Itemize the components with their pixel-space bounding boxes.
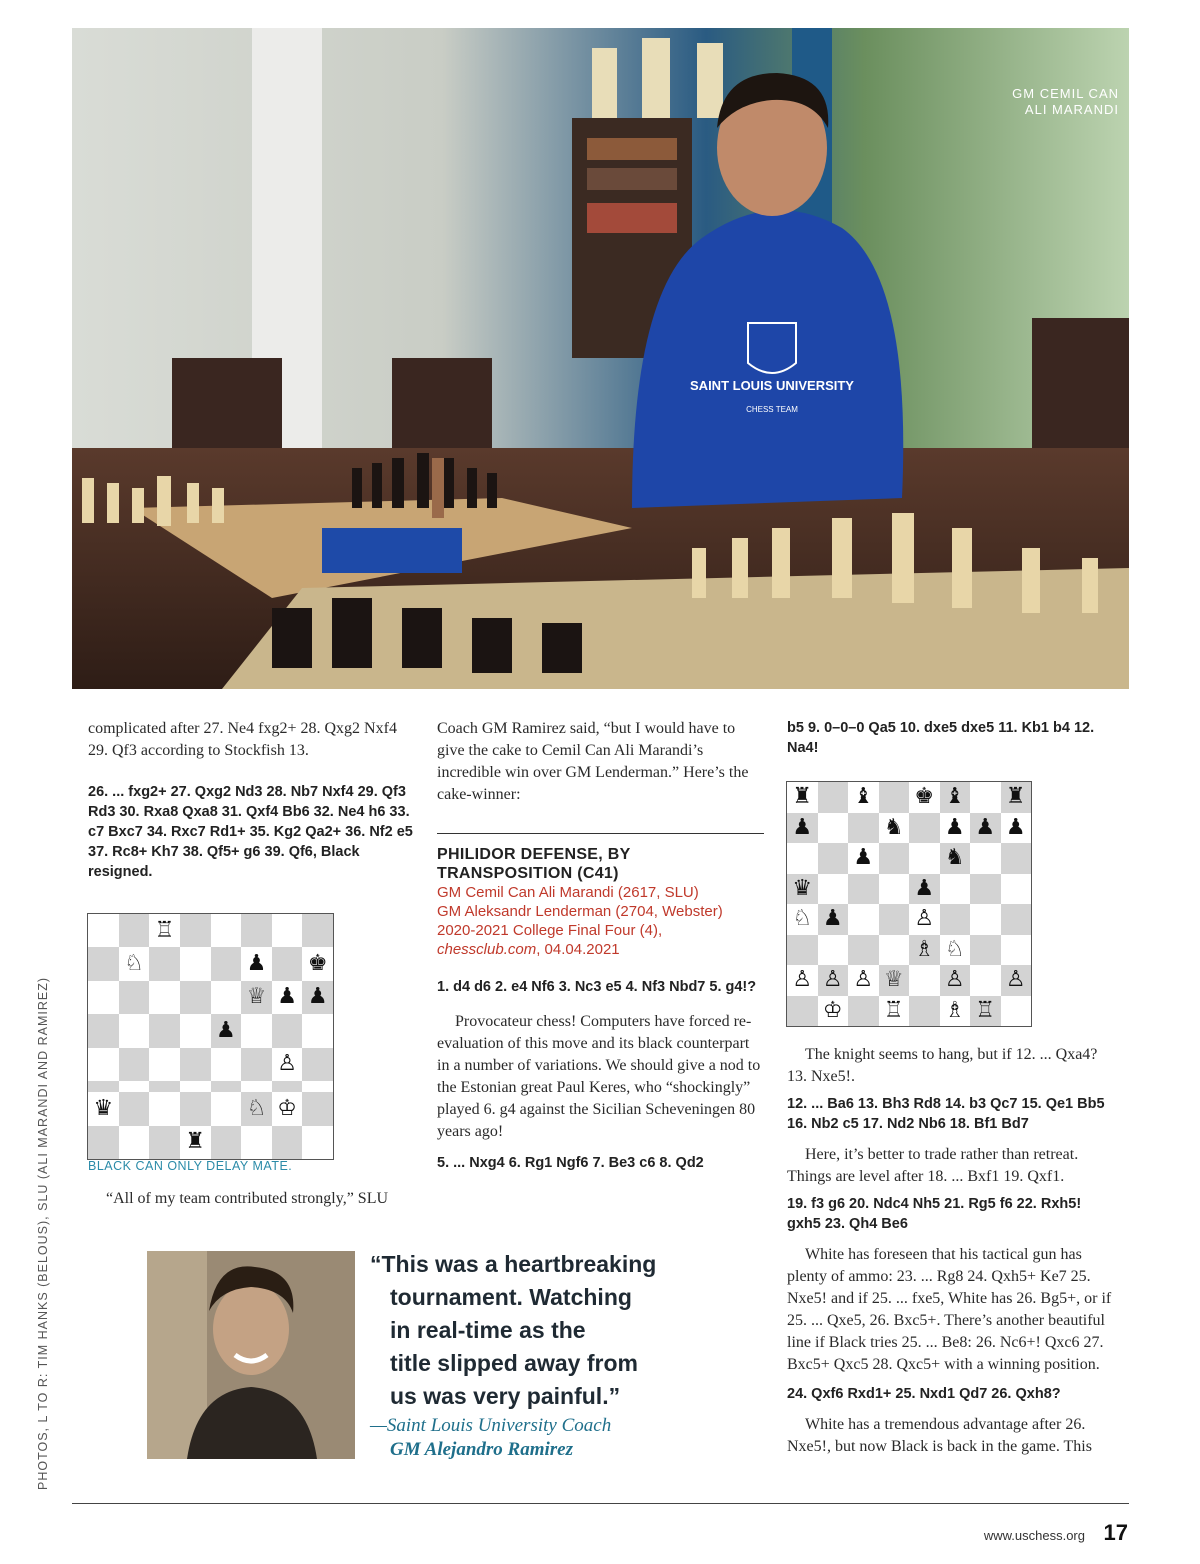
hero-photo-illustration bbox=[72, 28, 1129, 689]
board-square bbox=[211, 914, 242, 947]
board-square bbox=[970, 904, 1001, 935]
chess-piece-square: ♕ bbox=[241, 981, 272, 1014]
event: 2020-2021 College Final Four (4), bbox=[437, 922, 663, 939]
page-number: 17 bbox=[1103, 1520, 1128, 1545]
diagram-caption: BLACK CAN ONLY DELAY MATE. bbox=[88, 1159, 293, 1173]
board-square bbox=[88, 914, 119, 947]
chess-piece-square: ♙ bbox=[272, 1048, 303, 1081]
board-square bbox=[241, 1014, 272, 1047]
board-square bbox=[119, 1014, 150, 1047]
chess-piece-square: ♜ bbox=[1001, 782, 1032, 813]
board-square bbox=[149, 1048, 180, 1081]
column-1-continued bbox=[88, 1188, 418, 1210]
board-square bbox=[241, 914, 272, 947]
chess-piece-square: ♕ bbox=[879, 965, 910, 996]
board-square bbox=[909, 813, 940, 844]
board-square bbox=[180, 981, 211, 1014]
board-square bbox=[149, 1126, 180, 1159]
column-1 bbox=[88, 718, 418, 882]
quote-line: us was very painful.” bbox=[390, 1383, 621, 1409]
black-player: GM Aleksandr Lenderman (2704, Webster) bbox=[437, 903, 723, 920]
chess-diagram-1 bbox=[87, 913, 334, 1160]
game-moves: 19. f3 g6 20. Ndc4 Nh5 21. Rg5 f6 22. Rxh5! gxh5 23. Qh4 Be6 bbox=[787, 1196, 1082, 1232]
game-moves: 12. ... Ba6 13. Bh3 Rd8 14. b3 Qc7 15. Qe1 Bb5 16. Nb2 c5 17. Nd2 Nb6 18. Bf1 Bd7 bbox=[787, 1096, 1105, 1132]
board-square bbox=[149, 1014, 180, 1047]
chess-piece-square: ♗ bbox=[940, 996, 971, 1027]
board-square bbox=[272, 1126, 303, 1159]
white-player: GM Cemil Can Ali Marandi (2617, SLU) bbox=[437, 884, 699, 901]
footer-divider bbox=[72, 1503, 1129, 1504]
board-square bbox=[1001, 904, 1032, 935]
chess-piece-square: ♖ bbox=[970, 996, 1001, 1027]
game-moves: 24. Qxf6 Rxd1+ 25. Nxd1 Qd7 26. Qxh8? bbox=[787, 1386, 1061, 1402]
column-3 bbox=[787, 718, 1117, 758]
board-square bbox=[88, 1081, 119, 1092]
board-square bbox=[848, 874, 879, 905]
attribution-line-2: GM Alejandro Ramirez bbox=[390, 1439, 573, 1460]
game-moves: 26. ... fxg2+ 27. Qxg2 Nd3 28. Nb7 Nxf4 29. Qf3 Rd3 30. Rxa8 Qxa8 31. Qxf4 Bb6 32. Ne4 h6 33. c7 Bxc7 34. Rxc7 Rd1+ 35. Kg2 Qa2+ 36. Nf2 e5 37. Rc8+ Kh7 38. Qf5+ g6 39. Qf6, Black resigned. bbox=[88, 784, 413, 880]
board-square bbox=[302, 1048, 333, 1081]
chess-diagram-2 bbox=[786, 781, 1032, 1027]
chess-piece-square: ♝ bbox=[848, 782, 879, 813]
chess-piece-square: ♟ bbox=[272, 981, 303, 1014]
board-square bbox=[879, 904, 910, 935]
board-square bbox=[970, 782, 1001, 813]
chess-piece-square: ♟ bbox=[211, 1014, 242, 1047]
chess-piece-square: ♘ bbox=[940, 935, 971, 966]
board-square bbox=[787, 843, 818, 874]
column-2 bbox=[437, 718, 765, 806]
chess-piece-square: ♞ bbox=[940, 843, 971, 874]
board-square bbox=[940, 904, 971, 935]
board-square bbox=[970, 843, 1001, 874]
board-square bbox=[302, 914, 333, 947]
chess-piece-square: ♖ bbox=[149, 914, 180, 947]
board-square bbox=[272, 914, 303, 947]
board-square bbox=[149, 1092, 180, 1125]
chess-piece-square: ♟ bbox=[1001, 813, 1032, 844]
game-moves: 5. ... Nxg4 6. Rg1 Ngf6 7. Be3 c6 8. Qd2 bbox=[437, 1155, 704, 1171]
chess-piece-square: ♘ bbox=[787, 904, 818, 935]
board-square bbox=[818, 782, 849, 813]
footer-url[interactable]: www.uschess.org bbox=[983, 1528, 1085, 1543]
board-square bbox=[149, 981, 180, 1014]
ramirez-portrait bbox=[147, 1251, 355, 1459]
chess-piece-square: ♚ bbox=[909, 782, 940, 813]
paragraph: Provocateur chess! Computers have forced re-evaluation of this move and its black counterpart in a number of variations. We should give a nod to the Estonian great Paul Keres, who “shockingly” played 6. g4 against the Sicilian Scheveningen 80 years ago! bbox=[437, 1013, 761, 1140]
board-square bbox=[211, 1048, 242, 1081]
board-square bbox=[818, 843, 849, 874]
paragraph: “All of my team contributed strongly,” SLU bbox=[106, 1190, 389, 1207]
chess-piece-square: ♛ bbox=[787, 874, 818, 905]
chess-piece-square: ♝ bbox=[940, 782, 971, 813]
board-square bbox=[241, 1126, 272, 1159]
chess-piece-square: ♜ bbox=[787, 782, 818, 813]
paragraph: Here, it’s better to trade rather than retreat. Things are level after 18. ... Bxf1 19. Qxf1. bbox=[787, 1146, 1079, 1185]
board-square bbox=[1001, 996, 1032, 1027]
chess-piece-square: ♟ bbox=[787, 813, 818, 844]
board-square bbox=[970, 874, 1001, 905]
chess-piece-square: ♟ bbox=[909, 874, 940, 905]
quote-line: “This was a heartbreaking bbox=[370, 1251, 657, 1277]
chess-piece-square: ♟ bbox=[818, 904, 849, 935]
chess-piece-square: ♟ bbox=[241, 947, 272, 980]
board-square bbox=[241, 1048, 272, 1081]
board-square bbox=[818, 935, 849, 966]
chess-piece-square: ♘ bbox=[241, 1092, 272, 1125]
board-square bbox=[1001, 935, 1032, 966]
chess-piece-square: ♙ bbox=[818, 965, 849, 996]
board-square bbox=[848, 813, 879, 844]
board-square bbox=[119, 914, 150, 947]
board-square bbox=[211, 1081, 242, 1092]
board-square bbox=[970, 935, 1001, 966]
hoodie-text-2: CHESS TEAM bbox=[746, 405, 798, 414]
board-square bbox=[241, 1081, 272, 1092]
chess-piece-square: ♙ bbox=[940, 965, 971, 996]
chess-piece-square: ♙ bbox=[909, 904, 940, 935]
board-square bbox=[88, 981, 119, 1014]
photo-credit: PHOTOS, L TO R: TIM HANKS (BELOUS), SLU (ALI MARANDI AND RAMIREZ) bbox=[36, 977, 50, 1490]
board-square bbox=[818, 874, 849, 905]
quote-attribution bbox=[370, 1414, 611, 1462]
board-square bbox=[88, 947, 119, 980]
board-square bbox=[119, 1048, 150, 1081]
board-square bbox=[180, 1081, 211, 1092]
chess-piece-square: ♞ bbox=[879, 813, 910, 844]
pull-quote bbox=[370, 1248, 730, 1413]
portrait-illustration bbox=[147, 1251, 355, 1459]
paragraph: complicated after 27. Ne4 fxg2+ 28. Qxg2 Nxf4 29. Qf3 according to Stockfish 13. bbox=[88, 720, 397, 759]
board-square bbox=[1001, 843, 1032, 874]
board-square bbox=[818, 813, 849, 844]
chess-piece-square: ♛ bbox=[88, 1092, 119, 1125]
site: chessclub.com bbox=[437, 941, 537, 958]
board-square bbox=[180, 914, 211, 947]
board-square bbox=[879, 935, 910, 966]
board-square bbox=[302, 1014, 333, 1047]
chess-piece-square: ♟ bbox=[302, 981, 333, 1014]
paragraph: Coach GM Ramirez said, “but I would have to give the cake to Cemil Can Ali Marandi’s incredible win over GM Lenderman.” Here’s the cake-winner: bbox=[437, 720, 749, 803]
board-square bbox=[970, 965, 1001, 996]
board-square bbox=[149, 1081, 180, 1092]
board-square bbox=[848, 904, 879, 935]
board-square bbox=[180, 1048, 211, 1081]
chess-piece-square: ♟ bbox=[848, 843, 879, 874]
chess-piece-square: ♙ bbox=[1001, 965, 1032, 996]
board-square bbox=[302, 1081, 333, 1092]
board-square bbox=[119, 1092, 150, 1125]
board-square bbox=[88, 1014, 119, 1047]
quote-line: tournament. Watching bbox=[390, 1284, 632, 1310]
board-square bbox=[119, 981, 150, 1014]
site-date bbox=[437, 940, 765, 959]
chess-piece-square: ♚ bbox=[302, 947, 333, 980]
board-square bbox=[879, 843, 910, 874]
board-square bbox=[787, 996, 818, 1027]
board-square bbox=[940, 874, 971, 905]
board-square bbox=[119, 1081, 150, 1092]
chess-piece-square: ♟ bbox=[940, 813, 971, 844]
game-header bbox=[437, 833, 765, 1173]
board-square bbox=[211, 981, 242, 1014]
board-square bbox=[272, 1014, 303, 1047]
board-square bbox=[787, 935, 818, 966]
board-square bbox=[180, 947, 211, 980]
hoodie-text-1: SAINT LOUIS UNIVERSITY bbox=[690, 378, 854, 393]
chess-piece-square: ♖ bbox=[879, 996, 910, 1027]
quote-line: in real-time as the bbox=[390, 1317, 586, 1343]
chess-piece-square: ♙ bbox=[787, 965, 818, 996]
board-square bbox=[88, 1126, 119, 1159]
board-square bbox=[180, 1092, 211, 1125]
game-title: PHILIDOR DEFENSE, BY TRANSPOSITION (C41) bbox=[437, 846, 631, 882]
hero-photo bbox=[72, 28, 1129, 689]
board-square bbox=[302, 1126, 333, 1159]
paragraph: White has a tremendous advantage after 26. Nxe5!, but now Black is back in the game. This bbox=[787, 1416, 1092, 1455]
board-square bbox=[272, 1081, 303, 1092]
chess-piece-square: ♟ bbox=[970, 813, 1001, 844]
board-square bbox=[211, 1126, 242, 1159]
board-square bbox=[909, 965, 940, 996]
quote-line: title slipped away from bbox=[390, 1350, 638, 1376]
board-square bbox=[909, 843, 940, 874]
date: , 04.04.2021 bbox=[536, 941, 620, 958]
chess-piece-square: ♔ bbox=[818, 996, 849, 1027]
board-square bbox=[909, 996, 940, 1027]
chess-piece-square: ♘ bbox=[119, 947, 150, 980]
board-square bbox=[879, 782, 910, 813]
paragraph: White has foreseen that his tactical gun has plenty of ammo: 23. ... Rg8 24. Qxh5+ Ke7 25. Nxe5! and if 25. ... fxe5, White has 26. Bg5+, or if 25. ... Qxe5, 26. Bxc5+. There’s another beautiful line if Black tries 25. ... Be8: 26. Nc6+! Qxc6 27. Bxc5+ Qxc5 28. Qxc5+ with a winning position. bbox=[787, 1246, 1112, 1373]
game-moves: b5 9. 0–0–0 Qa5 10. dxe5 dxe5 11. Kb1 b4 12. Na4! bbox=[787, 720, 1095, 756]
chess-piece-square: ♗ bbox=[909, 935, 940, 966]
chess-piece-square: ♜ bbox=[180, 1126, 211, 1159]
board-square bbox=[88, 1048, 119, 1081]
column-3-continued bbox=[787, 1044, 1117, 1458]
board-square bbox=[848, 935, 879, 966]
board-square bbox=[302, 1092, 333, 1125]
board-square bbox=[149, 947, 180, 980]
photo-caption: GM CEMIL CAN ALI MARANDI bbox=[1012, 86, 1119, 117]
chess-piece-square: ♔ bbox=[272, 1092, 303, 1125]
attribution-line-1: —Saint Louis University Coach bbox=[370, 1415, 612, 1436]
board-square bbox=[119, 1126, 150, 1159]
board-square bbox=[211, 947, 242, 980]
board-square bbox=[211, 1092, 242, 1125]
board-square bbox=[848, 996, 879, 1027]
board-square bbox=[879, 874, 910, 905]
board-square bbox=[272, 947, 303, 980]
game-moves: 1. d4 d6 2. e4 Nf6 3. Nc3 e5 4. Nf3 Nbd7 5. g4!? bbox=[437, 979, 757, 995]
paragraph: The knight seems to hang, but if 12. ... Qxa4? 13. Nxe5!. bbox=[787, 1046, 1098, 1085]
chess-piece-square: ♙ bbox=[848, 965, 879, 996]
board-square bbox=[180, 1014, 211, 1047]
board-square bbox=[1001, 874, 1032, 905]
